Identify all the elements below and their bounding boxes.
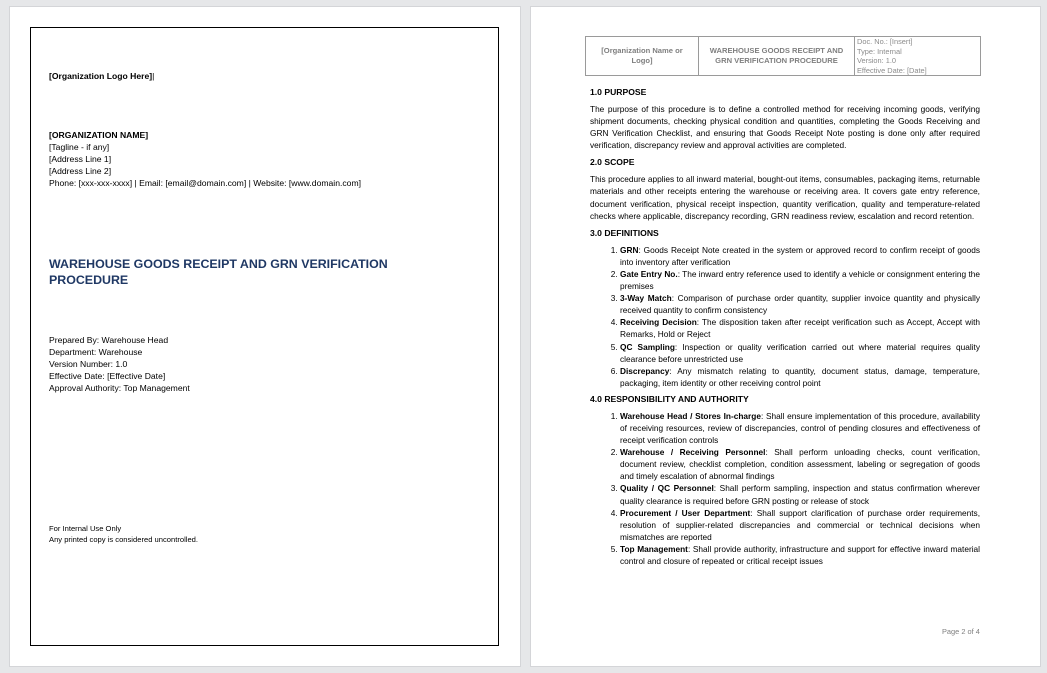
list-item: 4. Receiving Decision: The disposition taken after receipt verification such as Accept, Accept with Remarks, Hold or Reject — [620, 316, 980, 340]
list-item: 2. Warehouse / Receiving Personnel: Shall perform unloading checks, count verification, document review, checklist completion, condition assessment, labeling or segregation of goods and timely escalation of abnormal findings — [620, 446, 980, 482]
header-type: Type: Internal — [857, 46, 902, 56]
address-line-1: [Address Line 1] — [49, 154, 112, 164]
header-table — [585, 36, 981, 76]
list-item: 1. GRN: Goods Receipt Note created in the system or approved record to confirm receipt of goods into inventory after verification — [620, 244, 980, 268]
address-line-2: [Address Line 2] — [49, 166, 112, 176]
department: Department: Warehouse — [49, 347, 143, 357]
definitions-heading: 3.0 DEFINITIONS — [590, 227, 659, 238]
organization-block — [49, 129, 361, 189]
header-version: Version: 1.0 — [857, 56, 897, 66]
internal-use: For Internal Use Only — [49, 524, 122, 533]
list-item: 3. 3-Way Match: Comparison of purchase order quantity, supplier invoice quantity and physically received quantity to confirm consistency — [620, 292, 980, 316]
purpose-text: The purpose of this procedure is to define a controlled method for receiving incoming goods, verifying shipment documents, checking physical condition and quantities, completing the Goods Receiving and GRN Verification Checklist, and ensuring that Goods Receipt Note posting is done only after required verification, discrepancy review and approval activities are completed. — [590, 104, 980, 151]
list-item: 4. Procurement / User Department: Shall support clarification of purchase order requirements, resolution of supplier-related discrepancies and commercial or technical decisions when mismatches are reported — [620, 507, 980, 543]
effective-date: Effective Date: [Effective Date] — [49, 371, 166, 381]
contact-line: Phone: [xxx-xxx-xxxx] | Email: [email@domain.com] | Website: [www.domain.com] — [49, 178, 361, 188]
header-doc-no: Doc. No.: [Insert] — [857, 37, 913, 46]
organization-name: [ORGANIZATION NAME] — [49, 130, 149, 140]
document-info — [49, 334, 190, 394]
logo-placeholder: [Organization Logo Here]| — [49, 71, 155, 81]
header-effective: Effective Date: [Date] — [857, 65, 927, 75]
responsibility-list — [590, 410, 980, 567]
tagline: [Tagline - if any] — [49, 142, 110, 152]
approval-authority: Approval Authority: Top Management — [49, 383, 190, 393]
list-item: 1. Warehouse Head / Stores In-charge: Shall ensure implementation of this procedure, availability of receiving resources, review of discrepancies, control of pending closures and effectiveness of receipt verification controls — [620, 410, 980, 446]
definitions-list — [590, 244, 980, 389]
list-item: 3. Quality / QC Personnel: Shall perform sampling, inspection and status confirmation wherever quality clearance is required before GRN posting or release of stock — [620, 482, 980, 506]
internal-notice — [49, 523, 198, 545]
purpose-heading: 1.0 PURPOSE — [590, 87, 647, 97]
body-content — [590, 87, 980, 572]
version-number: Version Number: 1.0 — [49, 359, 128, 369]
list-item: 2. Gate Entry No.: The inward entry reference used to identify a vehicle or consignment entering the premises — [620, 268, 980, 292]
list-item: 5. QC Sampling: Inspection or quality verification carried out where material requires quality clearance before unrestricted use — [620, 341, 980, 365]
document-title: WAREHOUSE GOODS RECEIPT AND GRN VERIFICATION PROCEDURE — [49, 257, 388, 287]
list-item: 5. Top Management: Shall provide authority, infrastructure and support for effective inward material control and closure of repeated or critical receipt issues — [620, 543, 980, 567]
page-number: Page 2 of 4 — [942, 627, 980, 636]
responsibility-heading: 4.0 RESPONSIBILITY AND AUTHORITY — [590, 393, 749, 404]
scope-heading: 2.0 SCOPE — [590, 157, 635, 168]
header-doc-info — [855, 37, 981, 76]
header-org: [Organization Name or Logo] — [586, 37, 699, 76]
content-page — [531, 7, 1040, 666]
cover-page — [10, 7, 520, 666]
prepared-by: Prepared By: Warehouse Head — [49, 335, 169, 345]
list-item: 6. Discrepancy: Any mismatch relating to quantity, document status, damage, temperature, packaging, item identity or other receiving control point — [620, 365, 980, 389]
scope-text: This procedure applies to all inward material, bought-out items, consumables, packaging items, returnable materials and other receipts entering the warehouse or receiving area. It covers gate entry reference, document verification, physical receipt inspection, quantity verification, quality and temperature-related checks where applicable, discrepancy recording, GRN readiness review, escalation and record retention. — [590, 174, 980, 221]
uncontrolled-copy: Any printed copy is considered uncontrolled. — [49, 535, 199, 544]
header-title: WAREHOUSE GOODS RECEIPT AND GRN VERIFICATION PROCEDURE — [699, 37, 855, 76]
